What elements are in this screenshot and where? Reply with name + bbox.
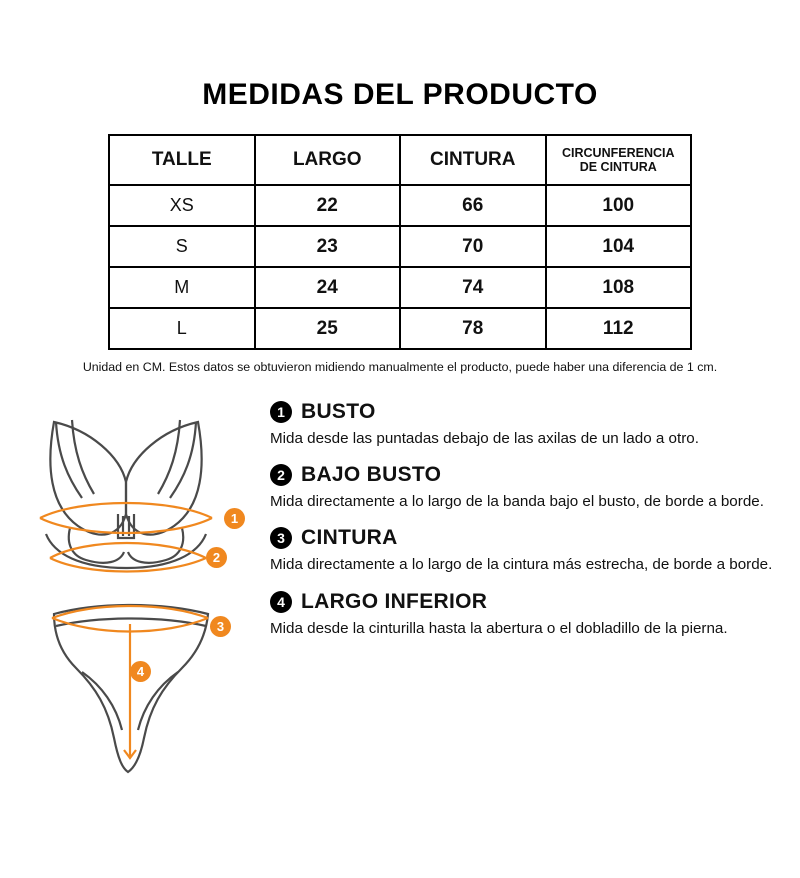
instruction-cintura-head xyxy=(270,526,790,550)
bra-outline xyxy=(46,420,206,568)
instruction-bajo-busto-head xyxy=(270,463,790,487)
header-largo: LARGO xyxy=(255,135,401,185)
callout-3: 3 xyxy=(210,616,231,637)
measurement-note: Unidad en CM. Estos datos se obtuvieron midiendo manualmente el producto, puede haber una diferencia de 1 cm. xyxy=(82,360,718,374)
instruction-busto xyxy=(270,400,790,449)
cell-talle: XS xyxy=(109,185,255,226)
cell-circunferencia: 108 xyxy=(546,267,692,308)
cell-talle: S xyxy=(109,226,255,267)
callout-4: 4 xyxy=(130,661,151,682)
bra-and-panty-diagram xyxy=(10,386,260,786)
header-cintura: CINTURA xyxy=(400,135,546,185)
size-table xyxy=(108,134,692,350)
header-circunferencia-line1: CIRCUNFERENCIA xyxy=(562,145,675,160)
badge-4-icon: 4 xyxy=(270,591,292,613)
cell-talle: L xyxy=(109,308,255,349)
panty-measure-lines xyxy=(52,606,208,758)
table-row xyxy=(109,185,691,226)
cell-largo: 22 xyxy=(255,185,401,226)
instruction-largo-inferior-desc: Mida desde la cinturilla hasta la abertura o el dobladillo de la pierna. xyxy=(270,619,728,637)
table-row xyxy=(109,226,691,267)
badge-2-icon: 2 xyxy=(270,464,292,486)
instruction-busto-head xyxy=(270,400,790,424)
size-table-container xyxy=(108,134,692,350)
instruction-bajo-busto xyxy=(270,463,790,512)
header-circunferencia-cintura xyxy=(546,135,692,185)
table-header-row xyxy=(109,135,691,185)
cell-largo: 24 xyxy=(255,267,401,308)
instruction-largo-inferior-head xyxy=(270,590,790,614)
header-talle: TALLE xyxy=(109,135,255,185)
table-row xyxy=(109,308,691,349)
size-table-head xyxy=(109,135,691,185)
lower-section xyxy=(0,386,800,791)
garment-illustrations xyxy=(10,386,260,791)
badge-1-icon: 1 xyxy=(270,401,292,423)
cell-talle: M xyxy=(109,267,255,308)
cell-cintura: 74 xyxy=(400,267,546,308)
instruction-largo-inferior xyxy=(270,590,790,639)
instruction-bajo-busto-title: BAJO BUSTO xyxy=(301,463,442,487)
table-row xyxy=(109,267,691,308)
instruction-bajo-busto-desc: Mida directamente a lo largo de la banda bajo el busto, de borde a borde. xyxy=(270,493,764,511)
instruction-cintura xyxy=(270,526,790,575)
instruction-busto-desc: Mida desde las puntadas debajo de las axilas de un lado a otro. xyxy=(270,430,699,447)
cell-cintura: 66 xyxy=(400,185,546,226)
callout-1: 1 xyxy=(224,508,245,529)
cintura-line xyxy=(52,606,208,618)
size-table-body xyxy=(109,185,691,349)
cell-circunferencia: 112 xyxy=(546,308,692,349)
cell-circunferencia: 104 xyxy=(546,226,692,267)
page-title: MEDIDAS DEL PRODUCTO xyxy=(202,78,598,111)
instruction-busto-title: BUSTO xyxy=(301,400,376,423)
badge-3-icon: 3 xyxy=(270,527,292,549)
product-measurements-page xyxy=(0,78,800,878)
cell-largo: 25 xyxy=(255,308,401,349)
cell-cintura: 78 xyxy=(400,308,546,349)
cell-circunferencia: 100 xyxy=(546,185,692,226)
cell-largo: 23 xyxy=(255,226,401,267)
callout-2: 2 xyxy=(206,547,227,568)
instruction-cintura-desc: Mida directamente a lo largo de la cintura más estrecha, de borde a borde. xyxy=(270,556,773,574)
measurement-instructions xyxy=(260,386,790,791)
header-circunferencia-line2: DE CINTURA xyxy=(579,160,657,174)
instruction-cintura-title: CINTURA xyxy=(301,526,398,550)
instruction-largo-inferior-title: LARGO INFERIOR xyxy=(301,589,488,613)
cell-cintura: 70 xyxy=(400,226,546,267)
